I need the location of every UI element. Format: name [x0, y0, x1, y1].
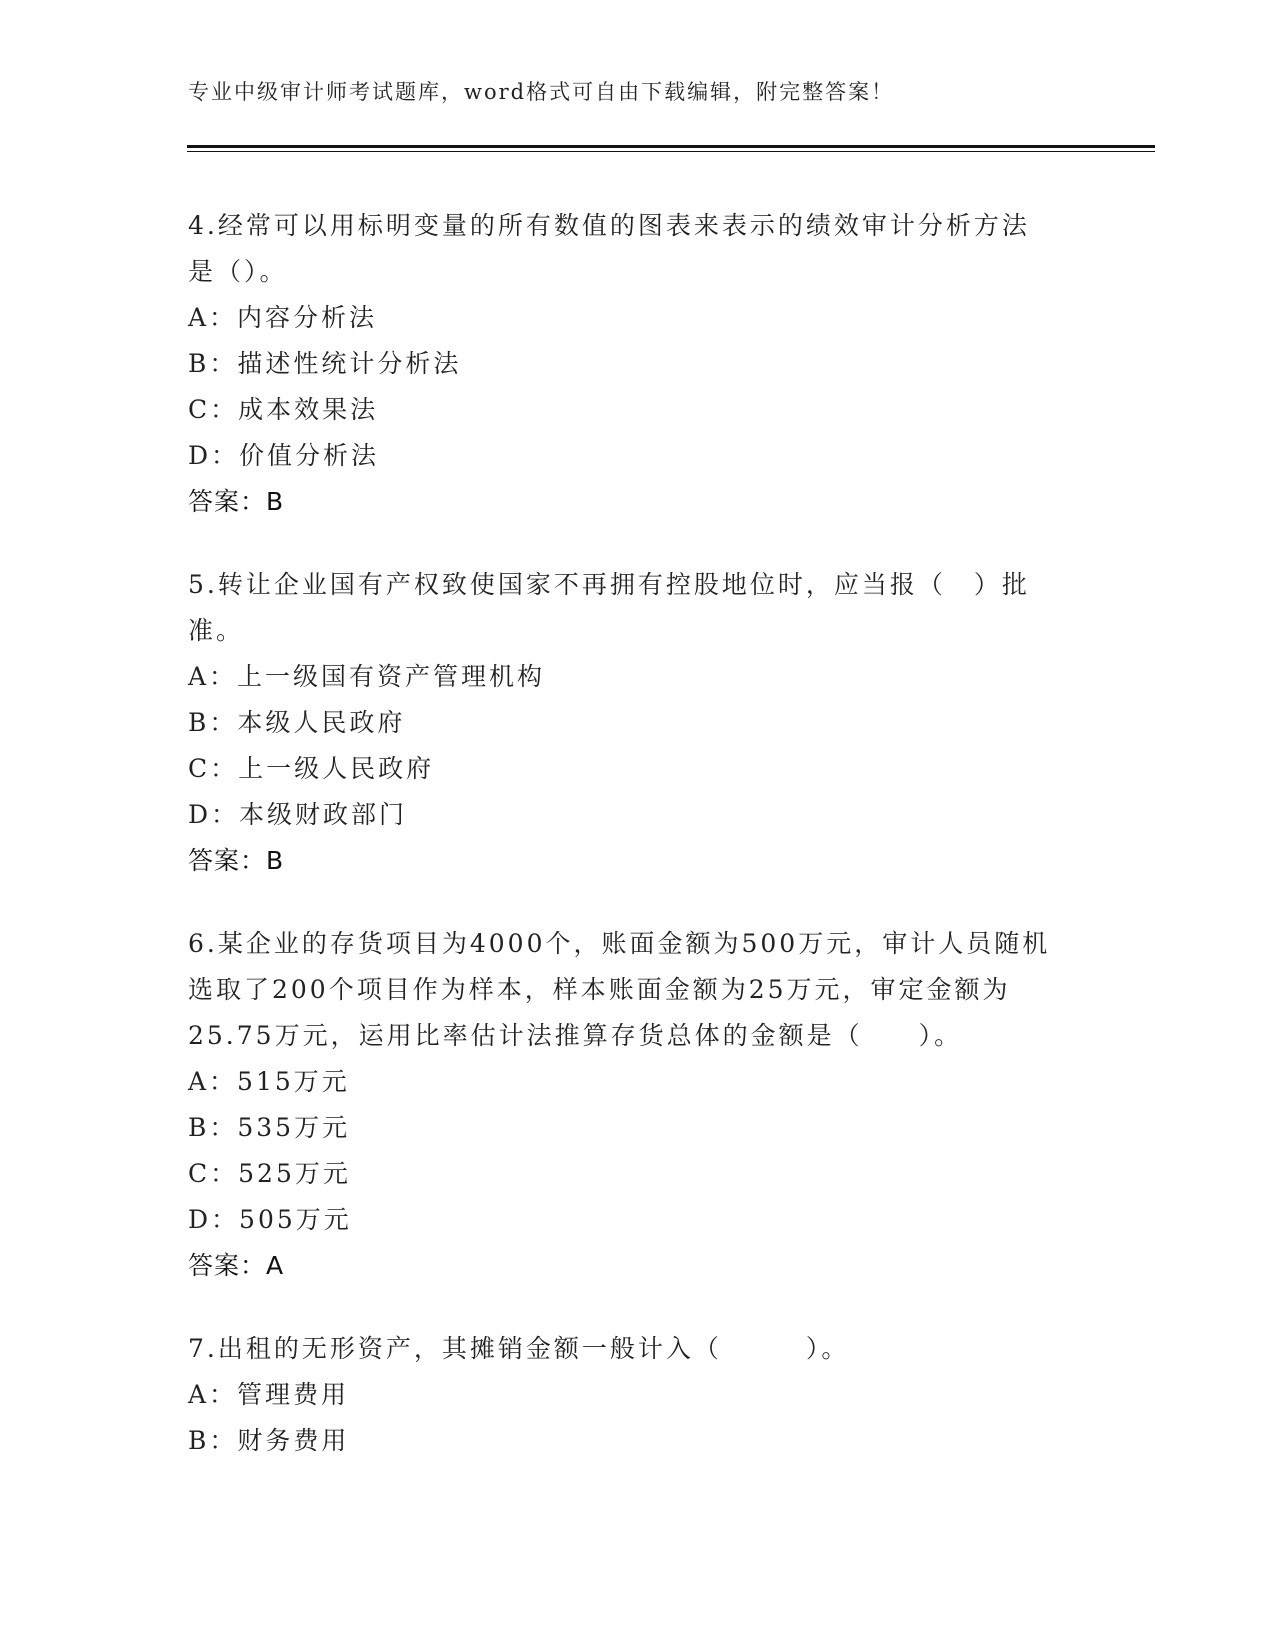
option-d: D：505万元 [188, 1205, 352, 1234]
answer-line: 答案：B [188, 487, 285, 516]
question-5 [188, 562, 1088, 884]
page-header: 专业中级审计师考试题库，word格式可自由下载编辑，附完整答案！ [188, 80, 895, 104]
answer-line: 答案：B [188, 846, 285, 875]
option-a: A：515万元 [188, 1067, 350, 1096]
question-6 [188, 921, 1088, 1289]
question-7 [188, 1326, 1088, 1464]
question-stem: 6.某企业的存货项目为4000个，账面金额为500万元，审计人员随机 [188, 929, 1051, 958]
option-d: D：价值分析法 [188, 441, 380, 470]
question-stem: 选取了200个项目作为样本，样本账面金额为25万元，审定金额为 [188, 975, 1011, 1004]
option-a: A：内容分析法 [188, 303, 378, 332]
option-c: C：525万元 [188, 1159, 351, 1188]
option-c: C：成本效果法 [188, 395, 379, 424]
question-stem: 是（）。 [188, 257, 288, 286]
option-b: B：描述性统计分析法 [188, 349, 462, 378]
question-list [188, 203, 1088, 1501]
option-d: D：本级财政部门 [188, 800, 408, 829]
header-rule-thick [187, 145, 1155, 148]
answer-line: 答案：A [188, 1251, 285, 1280]
question-stem: 25.75万元，运用比率估计法推算存货总体的金额是（ ）。 [188, 1021, 963, 1050]
question-stem: 5.转让企业国有产权致使国家不再拥有控股地位时，应当报（ ）批 [188, 570, 1030, 599]
question-stem: 准。 [188, 616, 245, 645]
option-b: B：财务费用 [188, 1426, 350, 1455]
option-b: B：535万元 [188, 1113, 351, 1142]
question-4 [188, 203, 1088, 525]
option-a: A：上一级国有资产管理机构 [188, 662, 546, 691]
option-b: B：本级人民政府 [188, 708, 406, 737]
option-c: C：上一级人民政府 [188, 754, 435, 783]
question-stem: 7.出租的无形资产，其摊销金额一般计入（ ）。 [188, 1334, 850, 1363]
option-a: A：管理费用 [188, 1380, 350, 1409]
question-stem: 4.经常可以用标明变量的所有数值的图表来表示的绩效审计分析方法 [188, 211, 1030, 240]
header-rule-thin [187, 151, 1155, 152]
